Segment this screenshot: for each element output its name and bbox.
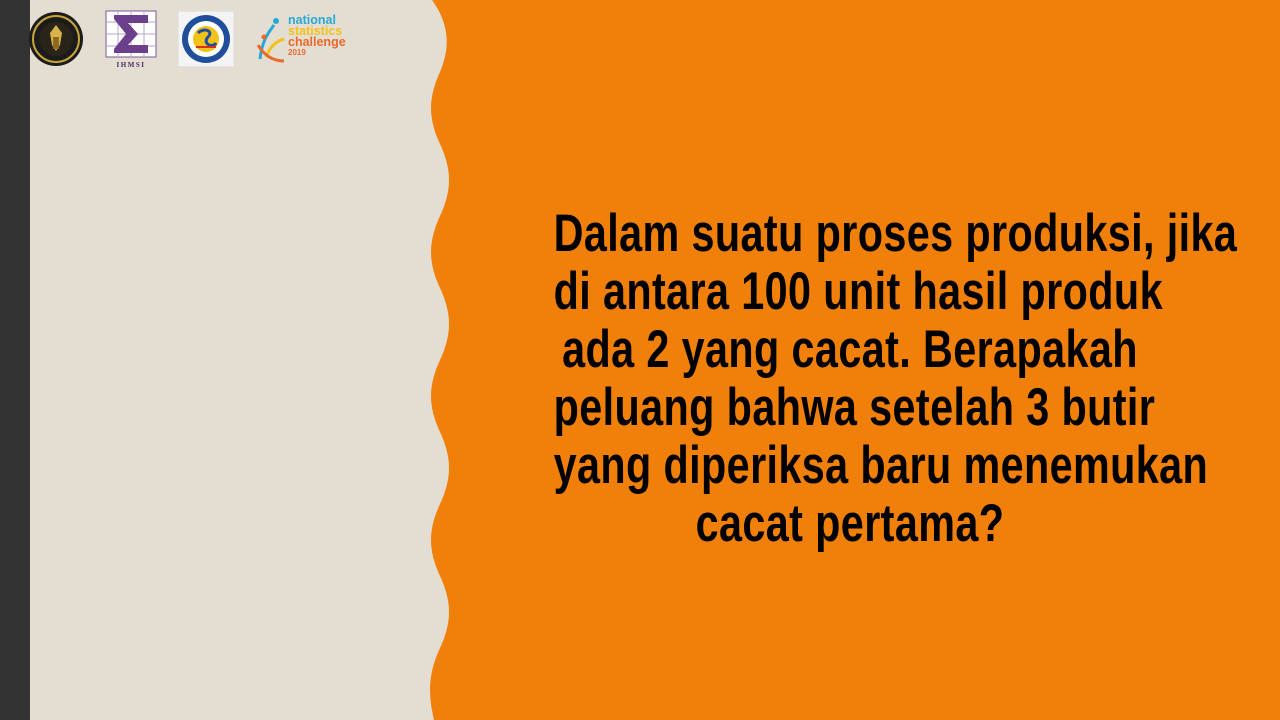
nsc-line-national: national xyxy=(288,13,336,27)
question-line-2: di antara 100 unit hasil produk xyxy=(553,262,1163,321)
nsc-year: 2019 xyxy=(288,48,306,57)
ihmsi-sigma-icon xyxy=(104,9,158,69)
universitas-brawijaya-seal-icon xyxy=(28,11,84,67)
question-line-4: peluang bahwa setelah 3 butir xyxy=(553,378,1156,437)
question-line-1: Dalam suatu proses produksi, jika xyxy=(553,204,1238,263)
question-line-6: cacat pertama? xyxy=(695,494,1005,553)
hmstat-emblem-icon xyxy=(178,11,234,67)
logo-row xyxy=(28,8,359,70)
svg-text:IHMSI: IHMSI xyxy=(116,61,146,69)
question-line-5: yang diperiksa baru menemukan xyxy=(553,436,1209,495)
nsc-line-challenge: challenge xyxy=(288,35,346,49)
nsc-line-statistics: statistics xyxy=(288,24,343,38)
nsc-logo xyxy=(254,11,359,67)
question-line-3: ada 2 yang cacat. Berapakah xyxy=(562,320,1138,379)
question-text xyxy=(553,204,1238,553)
